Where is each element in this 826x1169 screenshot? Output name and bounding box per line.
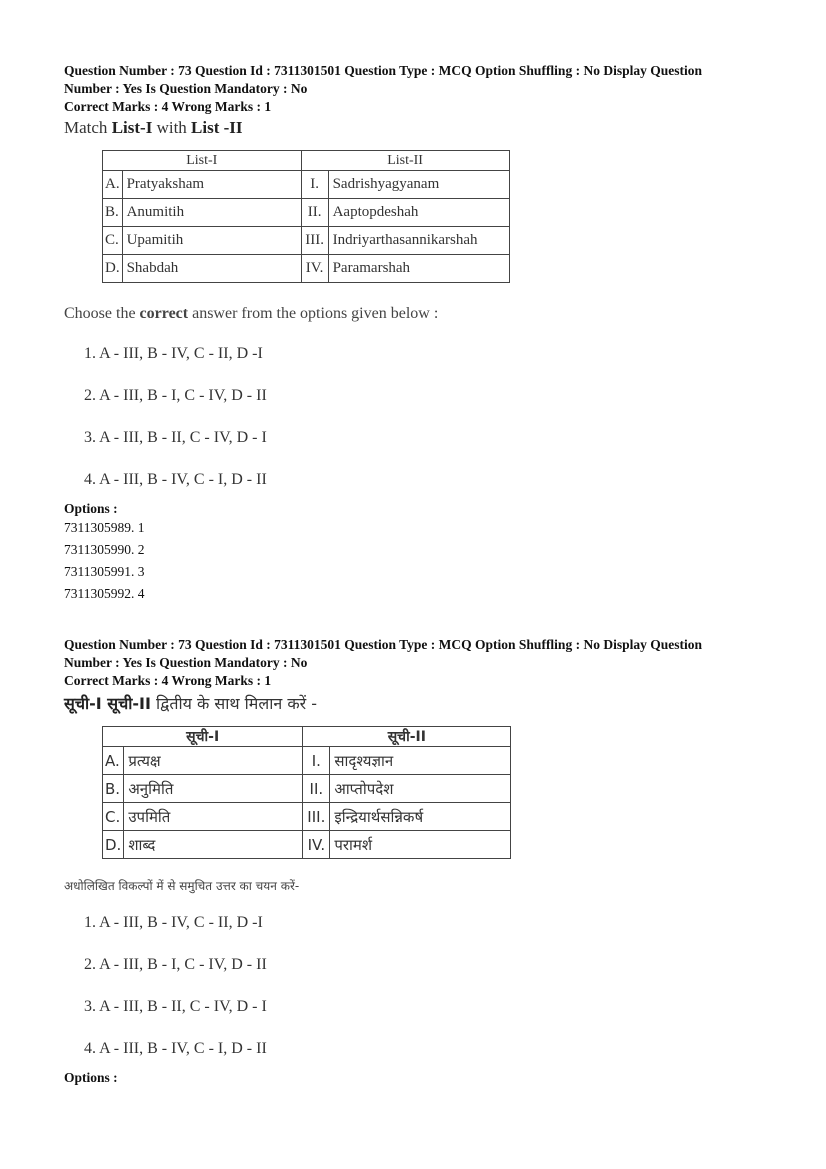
- table-row: D. शाब्द IV. परामर्श: [103, 831, 511, 859]
- option-id: 7311305990. 2: [64, 542, 145, 557]
- choice-item: 4. A - III, B - IV, C - I, D - II: [84, 1040, 267, 1057]
- option-id-list: [64, 517, 774, 605]
- meta-line: Question Number : 73 Question Id : 7311301501 Question Type : MCQ Option Shuffling : No Display Question: [64, 637, 702, 652]
- table-header-row: [103, 151, 510, 171]
- options-label: Options :: [64, 1070, 118, 1085]
- table-header-list1: सूची-I: [103, 727, 303, 747]
- match-table: [102, 726, 511, 859]
- meta-line: Number : Yes Is Question Mandatory : No: [64, 655, 308, 670]
- meta-line: Number : Yes Is Question Mandatory : No: [64, 81, 308, 96]
- table-header-row: [103, 727, 511, 747]
- match-table: [102, 150, 510, 283]
- table-header-list1: List-I: [103, 151, 302, 171]
- marks-line: Correct Marks : 4 Wrong Marks : 1: [64, 99, 272, 114]
- meta-line: Question Number : 73 Question Id : 7311301501 Question Type : MCQ Option Shuffling : No Display Question: [64, 63, 702, 78]
- table-row: B. अनुमिति II. आप्तोपदेश: [103, 775, 511, 803]
- marks-line: Correct Marks : 4 Wrong Marks : 1: [64, 673, 272, 688]
- table-header-list2: सूची-II: [303, 727, 511, 747]
- option-id: 7311305989. 1: [64, 520, 145, 535]
- choice-item: 1. A - III, B - IV, C - II, D -I: [84, 345, 263, 362]
- option-id: 7311305991. 3: [64, 564, 145, 579]
- choice-item: 2. A - III, B - I, C - IV, D - II: [84, 956, 267, 973]
- instruction: Choose the correct answer from the options given below :: [64, 305, 439, 322]
- table-row: C. उपमिति III. इन्द्रियार्थसन्निकर्ष: [103, 803, 511, 831]
- choice-item: 4. A - III, B - IV, C - I, D - II: [84, 471, 267, 488]
- choice-list: [64, 333, 774, 501]
- choice-item: 1. A - III, B - IV, C - II, D -I: [84, 914, 263, 931]
- choice-item: 2. A - III, B - I, C - IV, D - II: [84, 387, 267, 404]
- question-block-1: [64, 62, 774, 605]
- choice-list: [64, 902, 774, 1070]
- question-block-2: [64, 636, 774, 1086]
- question-meta: [64, 636, 774, 690]
- table-header-list2: List-II: [301, 151, 509, 171]
- table-row: A. Pratyaksham I. Sadrishyagyanam: [103, 171, 510, 199]
- table-row: D. Shabdah IV. Paramarshah: [103, 255, 510, 283]
- table-row: C. Upamitih III. Indriyarthasannikarshah: [103, 227, 510, 255]
- table-row: B. Anumitih II. Aaptopdeshah: [103, 199, 510, 227]
- question-prompt: Match List-I with List -II: [64, 118, 243, 137]
- table-row: A. प्रत्यक्ष I. सादृश्यज्ञान: [103, 747, 511, 775]
- question-prompt: सूची-I सूची-II द्वितीय के साथ मिलान करें -: [64, 694, 318, 713]
- options-label: Options :: [64, 501, 118, 516]
- choice-item: 3. A - III, B - II, C - IV, D - I: [84, 429, 267, 446]
- option-id: 7311305992. 4: [64, 586, 145, 601]
- question-meta: [64, 62, 774, 116]
- instruction: अधोलिखित विकल्पों में से समुचित उत्तर का चयन करें-: [64, 879, 300, 893]
- choice-item: 3. A - III, B - II, C - IV, D - I: [84, 998, 267, 1015]
